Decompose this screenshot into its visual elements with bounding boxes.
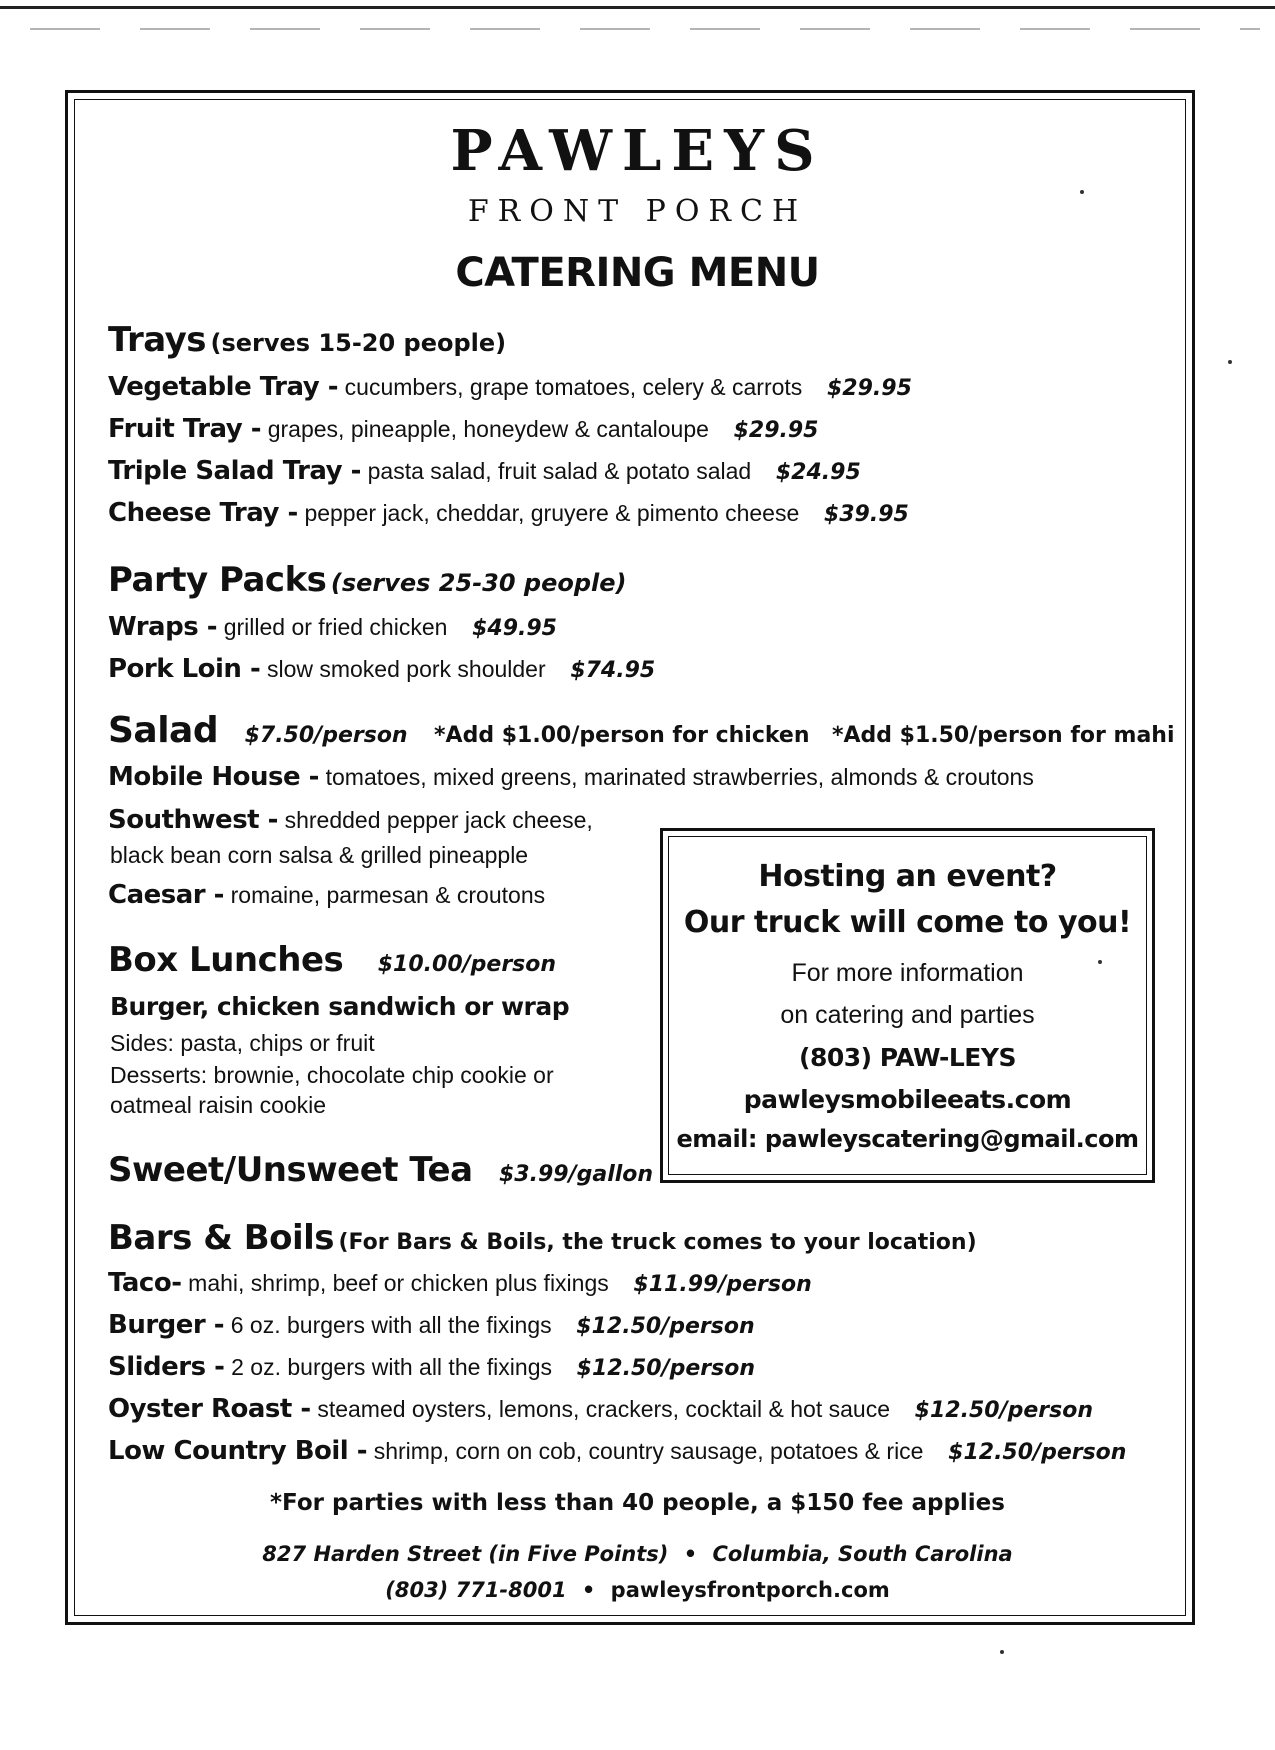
menu-item: Sliders - 2 oz. burgers with all the fixings $12.50/person (108, 1352, 755, 1382)
menu-item: Oyster Roast - steamed oysters, lemons, crackers, cocktail & hot sauce $12.50/person (108, 1394, 1093, 1424)
box-lunches-desserts: Desserts: brownie, chocolate chip cookie or (110, 1062, 554, 1088)
scan-speck (1080, 190, 1084, 194)
menu-item: Vegetable Tray - cucumbers, grape tomatoes, celery & carrots $29.95 (108, 372, 912, 402)
info-subheadline: Our truck will come to you! (683, 905, 1132, 940)
bars-boils-note: (For Bars & Boils, the truck comes to your location) (338, 1230, 977, 1255)
logo-title: PAWLEYS (450, 118, 825, 184)
box-lunches-heading: Box Lunches (108, 940, 344, 980)
menu-item: Burger - 6 oz. burgers with all the fixings $12.50/person (108, 1310, 755, 1340)
menu-item: Mobile House - tomatoes, mixed greens, marinated strawberries, almonds & croutons (108, 762, 1034, 792)
box-lunches-sides: Sides: pasta, chips or fruit (110, 1030, 375, 1056)
menu-item: Wraps - grilled or fried chicken $49.95 (108, 612, 557, 642)
footer-contact-line (0, 1578, 1275, 1602)
salad-heading: Salad (108, 710, 219, 751)
party-packs-heading: Party Packs (108, 560, 327, 600)
scan-speck (1228, 360, 1232, 364)
info-headline: Hosting an event? (758, 859, 1057, 894)
scan-speck (1000, 1650, 1004, 1654)
scan-speck (1098, 960, 1102, 964)
footer-separator: • (683, 1542, 698, 1566)
footer-phone: (803) 771-8001 (385, 1578, 567, 1602)
info-text: on catering and parties (780, 1001, 1035, 1029)
tea-price: $3.99/gallon (499, 1162, 654, 1187)
fee-note: *For parties with less than 40 people, a $150 fee applies (270, 1490, 1005, 1516)
salad-heading-row (108, 710, 1175, 751)
info-email: email: pawleyscatering@gmail.com (676, 1125, 1139, 1153)
box-lunches-price: $10.00/person (377, 952, 557, 977)
tea-heading: Sweet/Unsweet Tea (108, 1150, 473, 1190)
info-phone: (803) PAW-LEYS (799, 1043, 1016, 1072)
trays-serves: (serves 15-20 people) (210, 329, 507, 357)
menu-item: Fruit Tray - grapes, pineapple, honeydew & cantaloupe $29.95 (108, 414, 819, 444)
footer-address: 827 Harden Street (in Five Points) (262, 1542, 669, 1566)
menu-item: Southwest - shredded pepper jack cheese, (108, 805, 593, 835)
box-lunches-desserts-cont: oatmeal raisin cookie (110, 1092, 327, 1118)
salad-add-chicken: *Add $1.00/person for chicken (434, 723, 810, 748)
party-packs-serves: (serves 25-30 people) (330, 569, 627, 597)
dashed-rule (30, 28, 1260, 30)
salad-add-mahi: *Add $1.50/person for mahi (831, 723, 1175, 748)
footer-city: Columbia, South Carolina (712, 1542, 1013, 1566)
menu-item: Triple Salad Tray - pasta salad, fruit salad & potato salad $24.95 (108, 456, 861, 486)
bars-boils-heading: Bars & Boils (108, 1218, 335, 1258)
southwest-desc-cont: black bean corn salsa & grilled pineapple (110, 842, 529, 868)
footer-address-line (0, 1542, 1275, 1566)
menu-item: Taco- mahi, shrimp, beef or chicken plus fixings $11.99/person (108, 1268, 812, 1298)
trays-heading-row (108, 320, 506, 360)
box-lunches-heading-row (108, 940, 556, 980)
menu-item: Low Country Boil - shrimp, corn on cob, country sausage, potatoes & rice $12.50/person (108, 1436, 1127, 1466)
bars-boils-heading-row (108, 1218, 977, 1258)
box-lunches-choice: Burger, chicken sandwich or wrap (110, 992, 570, 1021)
event-info-box (660, 828, 1155, 1183)
trays-heading: Trays (108, 320, 207, 360)
menu-item: Caesar - romaine, parmesan & croutons (108, 880, 546, 910)
menu-item: Pork Loin - slow smoked pork shoulder $74.95 (108, 654, 656, 684)
footer-separator: • (581, 1578, 596, 1602)
salad-price: $7.50/person (244, 723, 408, 748)
menu-item: Cheese Tray - pepper jack, cheddar, gruyere & pimento cheese $39.95 (108, 498, 909, 528)
top-rule (0, 6, 1275, 9)
info-text: For more information (791, 959, 1024, 987)
logo-subtitle: FRONT PORCH (467, 194, 808, 229)
tea-heading-row (108, 1150, 653, 1190)
info-website: pawleysmobileeats.com (743, 1085, 1072, 1114)
party-packs-heading-row (108, 560, 627, 600)
footer-website: pawleysfrontporch.com (610, 1578, 890, 1602)
page-title: CATERING MENU (455, 250, 820, 296)
